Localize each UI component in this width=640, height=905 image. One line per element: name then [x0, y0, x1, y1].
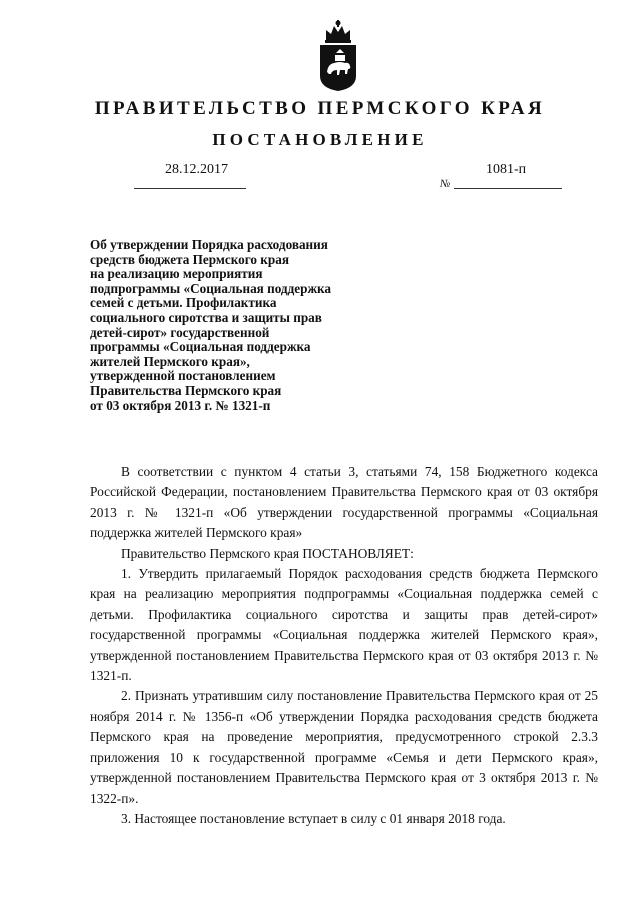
subject-line: от 03 октября 2013 г. № 1321-п — [90, 397, 271, 413]
body-paragraph-item-1: 1. Утвердить прилагаемый Порядок расходования средств бюджета Пермского края на реализацию мероприятия подпрограммы «Социальная поддержка семей с детьми. Профилактика социального сиротства и защиты прав детей-сирот» государственной программы «Социальная поддержка жителей Пермского края», утвержденной постановлением Правительства Пермского края от 03 октября 2013 г. № 1321-п. — [90, 566, 598, 684]
number-sign: № — [440, 178, 451, 190]
decree-body — [90, 462, 598, 829]
subject-line: детей-сирот» государственной — [90, 324, 270, 340]
subject-line: семей с детьми. Профилактика — [90, 295, 277, 311]
subject-line: средств бюджета Пермского края — [90, 251, 289, 267]
decree-number: 1081-п — [486, 162, 527, 177]
subject-line: подпрограммы «Социальная поддержка — [90, 280, 331, 296]
subject-line: жителей Пермского края», — [90, 353, 250, 369]
decree-subject — [90, 238, 390, 413]
subject-line: утвержденной постановлением — [90, 368, 276, 384]
decree-date: 28.12.2017 — [165, 162, 228, 177]
body-paragraph-item-3: 3. Настоящее постановление вступает в силу с 01 января 2018 года. — [121, 810, 506, 826]
subject-line: социального сиротства и защиты прав — [90, 309, 322, 325]
coat-of-arms-icon — [318, 18, 358, 92]
body-paragraph-item-2: 2. Признать утратившим силу постановление Правительства Пермского края от 25 ноября 2014 г. № 1356-п «Об утверждении Порядка расходования средств бюджета Пермского края на проведение мероприятия, предусмотренного строкой 2.3.3 приложения 10 к государственной программе «Семья и дети Пермского края», утвержденной постановлением Правительства Пермского края от 3 октября 2013 г. № 1322-п». — [90, 688, 598, 806]
subject-line: Правительства Пермского края — [90, 382, 282, 398]
body-paragraph-resolves: Правительство Пермского края ПОСТАНОВЛЯЕТ: — [121, 545, 414, 561]
body-paragraph-preamble: В соответствии с пунктом 4 статьи 3, статьями 74, 158 Бюджетного кодекса Российской Федерации, постановлением Правительства Пермского края от 03 октября 2013 г. № 1321-п «Об утверждении государственной программы «Социальная поддержка жителей Пермского края» — [90, 464, 598, 541]
subject-line: Об утверждении Порядка расходования — [90, 237, 328, 252]
subject-line: программы «Социальная поддержка — [90, 339, 311, 355]
subject-line: на реализацию мероприятия — [90, 266, 263, 282]
date-underline — [134, 188, 246, 189]
number-underline — [454, 188, 562, 189]
document-type-title: ПОСТАНОВЛЕНИЕ — [212, 130, 428, 149]
government-title: ПРАВИТЕЛЬСТВО ПЕРМСКОГО КРАЯ — [94, 98, 546, 119]
